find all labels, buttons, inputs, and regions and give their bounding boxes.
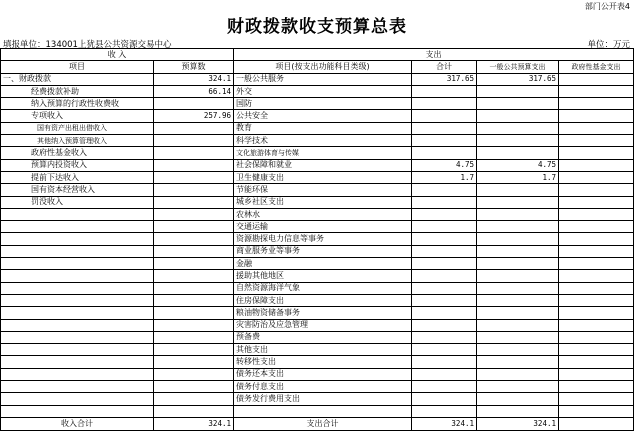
- income-value-cell: [154, 135, 234, 147]
- general-total-value: 324.1: [477, 417, 559, 430]
- income-value-cell: [154, 245, 234, 257]
- income-item-cell: [1, 319, 154, 331]
- income-value-cell: [154, 258, 234, 270]
- general-budget-cell: [477, 184, 559, 196]
- table-row: [1, 73, 634, 85]
- general-budget-cell: [477, 307, 559, 319]
- income-value-cell: [154, 147, 234, 159]
- general-budget-cell: 1.7: [477, 171, 559, 183]
- table-row: [1, 405, 634, 417]
- expense-item-cell: 转移性支出: [234, 356, 412, 368]
- income-item-cell: [1, 258, 154, 270]
- table-row: [1, 294, 634, 306]
- expense-item-cell: 教育: [234, 122, 412, 134]
- table-row: [1, 110, 634, 122]
- budget-table: [0, 48, 634, 431]
- fund-cell: [559, 98, 634, 110]
- expense-item-cell: 交通运输: [234, 221, 412, 233]
- expense-total-cell: [412, 110, 477, 122]
- expense-total-cell: [412, 368, 477, 380]
- expense-item-cell: 援助其他地区: [234, 270, 412, 282]
- table-row: [1, 270, 634, 282]
- income-total-value: 324.1: [154, 417, 234, 430]
- expense-total-cell: [412, 245, 477, 257]
- fund-cell: [559, 368, 634, 380]
- expense-header: 支出: [234, 49, 634, 61]
- income-value-cell: [154, 159, 234, 171]
- fund-cell: [559, 233, 634, 245]
- expense-total-cell: [412, 356, 477, 368]
- income-value-cell: [154, 184, 234, 196]
- expense-item-cell: 金融: [234, 258, 412, 270]
- fund-cell: [559, 307, 634, 319]
- fund-cell: [559, 405, 634, 417]
- expense-item-header: 项目(按支出功能科目类级): [234, 61, 412, 73]
- income-item-cell: [1, 282, 154, 294]
- expense-item-cell: 一般公共服务: [234, 73, 412, 85]
- income-item-cell: [1, 245, 154, 257]
- table-row: [1, 135, 634, 147]
- income-value-cell: [154, 208, 234, 220]
- table-row: [1, 85, 634, 97]
- income-item-cell: 一、财政拨款: [1, 73, 154, 85]
- expense-item-cell: 资源勘探电力信息等事务: [234, 233, 412, 245]
- income-value-cell: [154, 270, 234, 282]
- general-budget-cell: [477, 319, 559, 331]
- income-item-cell: [1, 356, 154, 368]
- income-item-cell: [1, 208, 154, 220]
- table-row: [1, 98, 634, 110]
- income-item-cell: 其他纳入预算管理收入: [1, 135, 154, 147]
- expense-total-cell: [412, 344, 477, 356]
- expense-item-cell: 债务还本支出: [234, 368, 412, 380]
- expense-total-cell: [412, 307, 477, 319]
- expense-total-cell: [412, 233, 477, 245]
- expense-item-cell: [234, 405, 412, 417]
- income-value-cell: [154, 307, 234, 319]
- fund-cell: [559, 344, 634, 356]
- income-value-cell: [154, 233, 234, 245]
- income-value-cell: [154, 282, 234, 294]
- fund-cell: [559, 135, 634, 147]
- fund-cell: [559, 356, 634, 368]
- fund-cell: [559, 294, 634, 306]
- general-budget-cell: [477, 233, 559, 245]
- general-budget-cell: [477, 147, 559, 159]
- fund-cell: [559, 270, 634, 282]
- expense-total-cell: [412, 319, 477, 331]
- expense-total-cell: [412, 393, 477, 405]
- income-item-cell: [1, 233, 154, 245]
- general-budget-cell: [477, 98, 559, 110]
- expense-total-cell: [412, 282, 477, 294]
- income-item-cell: 纳入预算的行政性收费收: [1, 98, 154, 110]
- income-value-cell: [154, 319, 234, 331]
- expense-item-cell: 预备费: [234, 331, 412, 343]
- fund-cell: [559, 381, 634, 393]
- general-budget-cell: [477, 393, 559, 405]
- expense-item-cell: 社会保障和就业: [234, 159, 412, 171]
- income-value-cell: [154, 294, 234, 306]
- expense-total-value: 324.1: [412, 417, 477, 430]
- fund-cell: [559, 221, 634, 233]
- page-title: 财政拨款收支预算总表: [227, 17, 407, 37]
- fund-cell: [559, 184, 634, 196]
- expense-item-cell: 城乡社区支出: [234, 196, 412, 208]
- expense-total-cell: [412, 135, 477, 147]
- general-budget-cell: [477, 356, 559, 368]
- income-header: 收 入: [1, 49, 234, 61]
- income-value-cell: [154, 331, 234, 343]
- fund-cell: [559, 122, 634, 134]
- income-item-cell: 经费拨款补助: [1, 85, 154, 97]
- general-budget-cell: [477, 221, 559, 233]
- income-value-cell: [154, 368, 234, 380]
- general-budget-cell: [477, 208, 559, 220]
- expense-total-cell: [412, 196, 477, 208]
- income-value-cell: [154, 381, 234, 393]
- income-value-cell: [154, 356, 234, 368]
- income-value-cell: [154, 171, 234, 183]
- income-item-cell: 国有资产出租出借收入: [1, 122, 154, 134]
- income-item-cell: 专项收入: [1, 110, 154, 122]
- fund-cell: [559, 159, 634, 171]
- income-value-cell: 257.96: [154, 110, 234, 122]
- fund-cell: [559, 282, 634, 294]
- table-row: [1, 344, 634, 356]
- total-header: 合计: [412, 61, 477, 73]
- expense-total-cell: [412, 221, 477, 233]
- fund-cell: [559, 393, 634, 405]
- income-item-cell: 罚没收入: [1, 196, 154, 208]
- expense-total-cell: [412, 405, 477, 417]
- table-row: [1, 221, 634, 233]
- income-item-cell: [1, 294, 154, 306]
- general-budget-cell: [477, 270, 559, 282]
- income-value-cell: [154, 196, 234, 208]
- income-item-cell: [1, 381, 154, 393]
- fund-cell: [559, 171, 634, 183]
- income-item-cell: [1, 405, 154, 417]
- expense-total-cell: [412, 147, 477, 159]
- expense-total-cell: [412, 331, 477, 343]
- income-item-cell: [1, 331, 154, 343]
- table-row: [1, 381, 634, 393]
- expense-total-cell: 4.75: [412, 159, 477, 171]
- expense-total-cell: [412, 122, 477, 134]
- table-row: [1, 282, 634, 294]
- general-budget-cell: [477, 368, 559, 380]
- expense-total-cell: [412, 85, 477, 97]
- expense-item-cell: 文化旅游体育与传媒: [234, 147, 412, 159]
- general-budget-cell: [477, 294, 559, 306]
- table-row: [1, 233, 634, 245]
- expense-item-cell: 外交: [234, 85, 412, 97]
- income-value-cell: 66.14: [154, 85, 234, 97]
- income-item-cell: [1, 344, 154, 356]
- expense-item-cell: 债务付息支出: [234, 381, 412, 393]
- expense-item-cell: 其他支出: [234, 344, 412, 356]
- expense-item-cell: 卫生健康支出: [234, 171, 412, 183]
- income-item-cell: [1, 221, 154, 233]
- expense-item-cell: 节能环保: [234, 184, 412, 196]
- expense-total-cell: [412, 270, 477, 282]
- table-row: [1, 122, 634, 134]
- general-budget-header: 一般公共预算支出: [477, 61, 559, 73]
- fund-cell: [559, 73, 634, 85]
- fund-cell: [559, 258, 634, 270]
- income-item-header: 项目: [1, 61, 154, 73]
- expense-total-cell: [412, 184, 477, 196]
- table-row: [1, 368, 634, 380]
- income-value-cell: [154, 405, 234, 417]
- fund-cell: [559, 85, 634, 97]
- table-row: [1, 184, 634, 196]
- general-budget-cell: [477, 344, 559, 356]
- expense-total-cell: [412, 98, 477, 110]
- table-row: [1, 356, 634, 368]
- fund-cell: [559, 147, 634, 159]
- expense-item-cell: 商业服务业等事务: [234, 245, 412, 257]
- fund-cell: [559, 331, 634, 343]
- income-value-cell: [154, 98, 234, 110]
- general-budget-cell: [477, 381, 559, 393]
- general-budget-cell: 317.65: [477, 73, 559, 85]
- table-row: [1, 245, 634, 257]
- income-value-cell: [154, 344, 234, 356]
- expense-item-cell: 自然资源海洋气象: [234, 282, 412, 294]
- expense-total-label: 支出合计: [234, 417, 412, 430]
- expense-item-cell: 国防: [234, 98, 412, 110]
- general-budget-cell: 4.75: [477, 159, 559, 171]
- expense-item-cell: 粮油物资储备事务: [234, 307, 412, 319]
- fund-cell: [559, 245, 634, 257]
- income-total-label: 收入合计: [1, 417, 154, 430]
- fund-cell: [559, 208, 634, 220]
- expense-item-cell: 科学技术: [234, 135, 412, 147]
- general-budget-cell: [477, 122, 559, 134]
- corner-label: 部门公开表4: [584, 2, 630, 11]
- reporting-unit: 填报单位：134001上犹县公共资源交易中心: [3, 40, 172, 50]
- expense-item-cell: 住房保障支出: [234, 294, 412, 306]
- expense-item-cell: 公共安全: [234, 110, 412, 122]
- expense-item-cell: 债务发行费用支出: [234, 393, 412, 405]
- income-value-cell: [154, 221, 234, 233]
- expense-total-cell: [412, 294, 477, 306]
- table-row: [1, 393, 634, 405]
- income-item-cell: 国有资本经营收入: [1, 184, 154, 196]
- income-item-cell: 提前下达收入: [1, 171, 154, 183]
- expense-total-cell: [412, 381, 477, 393]
- income-item-cell: [1, 270, 154, 282]
- expense-total-cell: [412, 258, 477, 270]
- general-budget-cell: [477, 196, 559, 208]
- expense-total-cell: [412, 208, 477, 220]
- income-item-cell: [1, 393, 154, 405]
- fund-total-value: [559, 417, 634, 430]
- general-budget-cell: [477, 282, 559, 294]
- expense-total-cell: 317.65: [412, 73, 477, 85]
- table-row: [1, 319, 634, 331]
- general-budget-cell: [477, 405, 559, 417]
- budget-header: 预算数: [154, 61, 234, 73]
- general-budget-cell: [477, 245, 559, 257]
- expense-total-cell: 1.7: [412, 171, 477, 183]
- table-row: [1, 196, 634, 208]
- table-row: [1, 171, 634, 183]
- expense-item-cell: 灾害防治及应急管理: [234, 319, 412, 331]
- income-item-cell: 预算内投资收入: [1, 159, 154, 171]
- expense-item-cell: 农林水: [234, 208, 412, 220]
- currency-unit: 单位：万元: [587, 40, 630, 50]
- income-value-cell: 324.1: [154, 73, 234, 85]
- income-item-cell: [1, 368, 154, 380]
- general-budget-cell: [477, 331, 559, 343]
- general-budget-cell: [477, 85, 559, 97]
- income-item-cell: 政府性基金收入: [1, 147, 154, 159]
- table-row: [1, 208, 634, 220]
- general-budget-cell: [477, 110, 559, 122]
- table-row: [1, 159, 634, 171]
- table-row: [1, 307, 634, 319]
- fund-cell: [559, 110, 634, 122]
- fund-header: 政府性基金支出: [559, 61, 634, 73]
- income-item-cell: [1, 307, 154, 319]
- table-row: [1, 258, 634, 270]
- income-value-cell: [154, 393, 234, 405]
- table-row: [1, 331, 634, 343]
- general-budget-cell: [477, 135, 559, 147]
- fund-cell: [559, 319, 634, 331]
- fund-cell: [559, 196, 634, 208]
- table-row: [1, 147, 634, 159]
- general-budget-cell: [477, 258, 559, 270]
- income-value-cell: [154, 122, 234, 134]
